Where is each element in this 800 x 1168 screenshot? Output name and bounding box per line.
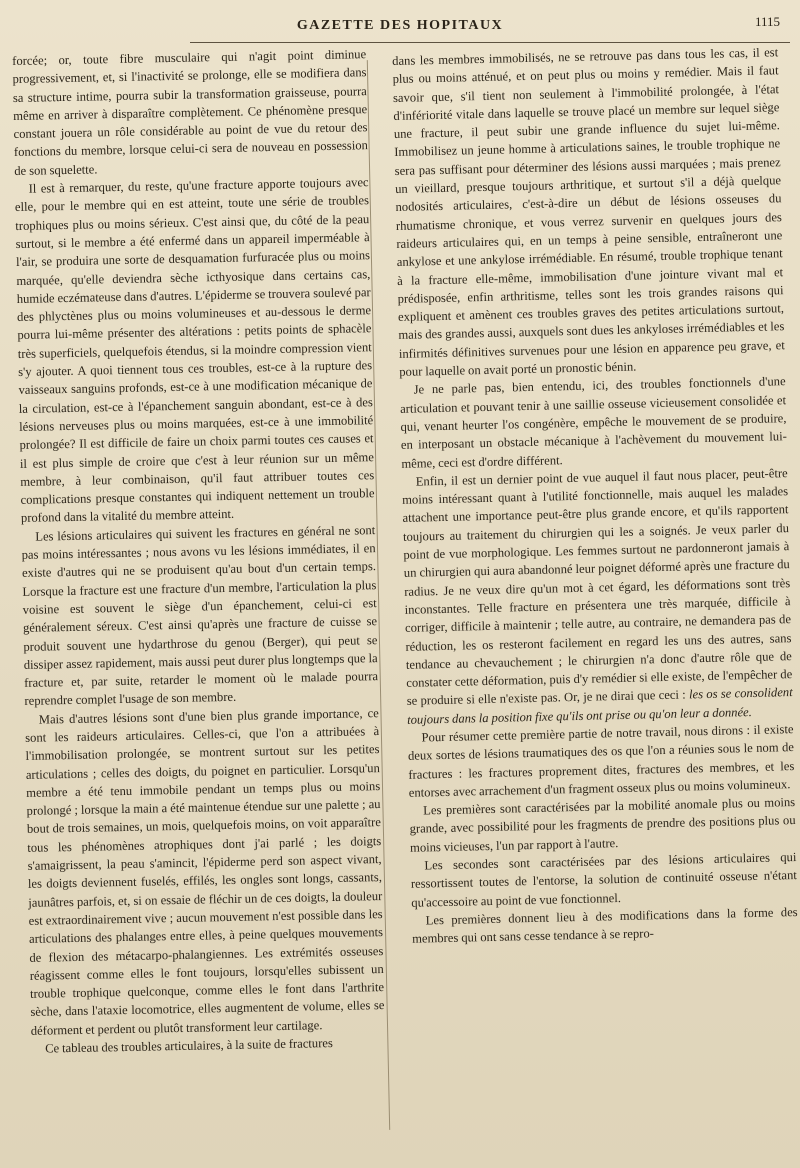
left-paragraph-3: Les lésions articulaires qui suivent les fractures en général ne sont pas moins intéressantes ; nous avons vu les lésions immédiates, il en existe d'autres qui ne se produisent qu'au bout d'un certain temps. Lorsque la fracture est une fracture d'un membre, l'articulation la plus voisine est souvent le siège d'un épanchement, celui-ci est généralement séreux. C'est ainsi qu'après une fracture de cuisse se produit souvent une hydarthrose du genou (Berger), qui peut se dissiper assez rapidement, mais aussi peut durer plus longtemps que la fracture et, par suite, retarder le moment où le malade pourra reprendre complet l'usage de son membre. <box>21 522 379 709</box>
right-paragraph-1: dans les membres immobilisés, ne se retrouve pas dans tous les cas, il est plus ou moins atténué, et on peut plus ou moins y remédier. Mais il faut savoir que, s'il tient non seulement à l'immobilité prolongée, à l'état d'infériorité vitale dans laquelle se trouve placé un membre sur lequel siège une fracture, il peut subir une grande influence du sujet lui-même. Immobilisez un jeune homme à articulations saines, le trouble trophique ne sera pas suffisant pour déterminer des lésions aussi marquées ; mais prenez un vieillard, presque toujours arthritique, et surtout s'il a déjà quelque nodosités articulaires, c'est-à-dire un début de lésions osseuses du rhumatisme chronique, et vous verrez survenir en quelques jours des raideurs articulaires qui, en un temps à peine sensible, entraîneront une ankylose et une ankylose irrémédiable. En résumé, trouble trophique tenant à la fracture elle-même, immobilisation d'une jointure vivant mal et prédisposée, enfin arthritisme, telles sont les trois grandes raisons qui expliquent et amènent ces troubles graves des petites articulations surtout, mais des grandes aussi, auxquels sont dues les ankyloses irrémédiables et les infirmités définitives survenues pour une lésion en apparence peu grave, et pour laquelle on avait porté un pronostic bénin. <box>392 45 785 379</box>
left-paragraph-2: Il est à remarquer, du reste, qu'une fracture apporte toujours avec elle, pour le membre qui en est atteint, toute une série de troubles trophiques plus ou moins sérieux. C'est ainsi que, du côté de la peau surtout, si le membre a été enfermé dans un appareil imperméable à l'air, se produira une sorte de desquamation furfuracée plus ou moins marquée, qu'elle deviendra sèche icthyosique dans certains cas, humide eczémateuse dans d'autres. L'épiderme se trouvera soulevé par des phlyctènes plus ou moins volumineuses et au-dessous le derme pourra lui-même présenter des altérations : petits points de sphacèle très superficiels, quelquefois étendus, si la moindre compression vient s'y ajouter. A quoi tiennent tous ces troubles, est-ce à la rupture des vaisseaux sanguins profonds, est-ce à une modification mécanique de la circulation, est-ce à l'épanchement sanguin abondant, est-ce à des lésions nerveuses plus ou moins marquées, est-ce à une immobilité prolongée? Il est difficile de faire un choix parmi toutes ces causes et il est plus simple de croire que c'est à leur réunion sur un même membre, à leur combinaison, qu'il faut attribuer toutes ces complications presque constantes qui indiquent nettement un trouble profond dans la vitalité du membre atteint. <box>14 175 375 526</box>
left-paragraph-5: Ce tableau des troubles articulaires, à la suite de fractures <box>45 1036 333 1056</box>
page-header-title: GAZETTE DES HOPITAUX <box>296 18 504 33</box>
page-number: 1115 <box>754 14 780 29</box>
right-paragraph-4: Pour résumer cette première partie de notre travail, nous dirons : il existe deux sortes de lésions traumatiques des os que l'on a réunies sous le nom de fractures : les fractures proprement dites, fractures des membres, et les entorses avec arrachement d'un fragment osseux plus ou moins volumineux. <box>407 722 795 800</box>
right-column <box>392 43 798 948</box>
left-paragraph-4: Mais d'autres lésions sont d'une bien plus grande importance, ce sont les raideurs articulaires. Celles-ci, que l'on a attribuées à l'immobilisation prolongée, se montrent surtout sur les petites articulations ; celles des doigts, du poignet en particulier. Lorsqu'un membre a été tenu immobile pendant un temps plus ou moins prolongé ; lorsque la main a été maintenue étendue sur une palette ; au bout de trois semaines, un mois, quelquefois moins, on voit apparaître tous les phénomènes atrophiques dont j'ai parlé ; les doigts s'amaigrissent, la peau s'amincit, l'épiderme perd son aspect vivant, les doigts deviennent fuselés, effilés, les ongles sont longs, cassants, jaunâtres parfois, et, si on essaie de fléchir un de ces doigts, la douleur est extraordinairement vive ; aucun mouvement n'est possible dans les articulations des phalanges entre elles, à peine quelques mouvements de flexion des métacarpo-phalangiennes. Les extrémités osseuses réagissent comme elles le font toujours, lorsqu'elles subissent un trouble trophique quelconque, comme elles le font dans l'arthrite sèche, dans l'ataxie locomotrice, elles augmentent de volume, elles se déforment et perdent ou plutôt transforment leur cartilage. <box>25 705 385 1038</box>
left-paragraph-1: forcée; or, toute fibre musculaire qui n'agit point diminue progressivement, et, si l'inactivité se prolonge, elle se modifiera dans sa structure intime, pourra subir la transformation graisseuse, pourra même en arriver à disparaître complètement. Ce phénomène presque constant jouera un rôle considérable au point de vue du retour des fonctions du membre, lorsque celui-ci sera de nouveau en possession de son squelette. <box>12 47 368 178</box>
italic-quote: les os se consolident toujours dans la position fixe qu'ils ont prise ou qu'on leur a donnée. <box>406 685 793 727</box>
right-paragraph-2: Je ne parle pas, bien entendu, ici, des troubles fonctionnels d'une articulation et pouvant tenir à une saillie osseuse vicieusement consolidée et qui, venant heurter l'os congénère, empêche le mouvement de se produire, en interposant un obstacle mécanique à l'achèvement du mouvement lui-même, ceci est d'ordre différent. <box>399 374 787 471</box>
right-paragraph-7: Les premières donnent lieu à des modifications dans la forme des membres qui ont sans cesse tendance à se repro- <box>411 904 798 947</box>
right-paragraph-6: Les secondes sont caractérisées par des lésions articulaires qui ressortissent toutes de l'entorse, la solution de continuité osseuse n'étant qu'accessoire au point de vue fonctionnel. <box>410 850 797 910</box>
header-rule <box>190 42 790 43</box>
right-paragraph-5: Les premières sont caractérisées par la mobilité anomale plus ou moins grande, avec possibilité pour les fragments de prendre des positions plus ou moins vicieuses, l'un par rapport à l'autre. <box>409 795 796 855</box>
right-paragraph-3-text: Enfin, il est un dernier point de vue auquel il faut nous placer, peut-être moins intéressant quant à l'utilité fonctionnelle, mais auquel les malades attachent une importance peut-être plus grande encore, et qu'ils rapportent toujours au traitement du chirurgien qui les a soignés. Je veux parler du point de vue morphologique. Les femmes surtout ne pardonneront jamais à un chirurgien qui aura abandonné leur poignet déformé après une fracture du radius. Je ne veux dire qu'un mot à cet égard, les déformations sont très inconstantes. Telle fracture en présentera une très marquée, difficile à corriger, difficile à maintenir ; telle autre, au contraire, ne demandera pas de réduction, les os resteront facilement en regard les uns des autres, sans tendance au chevauchement ; le chirurgien n'a donc d'autre rôle que de constater cette déformation, puis d'y remédier si elle existe, de l'empêcher de se produire si elle n'existe pas. Or, je ne dirai que ceci : <box>402 465 793 709</box>
left-column <box>12 45 385 1058</box>
right-paragraph-3 <box>402 464 794 729</box>
